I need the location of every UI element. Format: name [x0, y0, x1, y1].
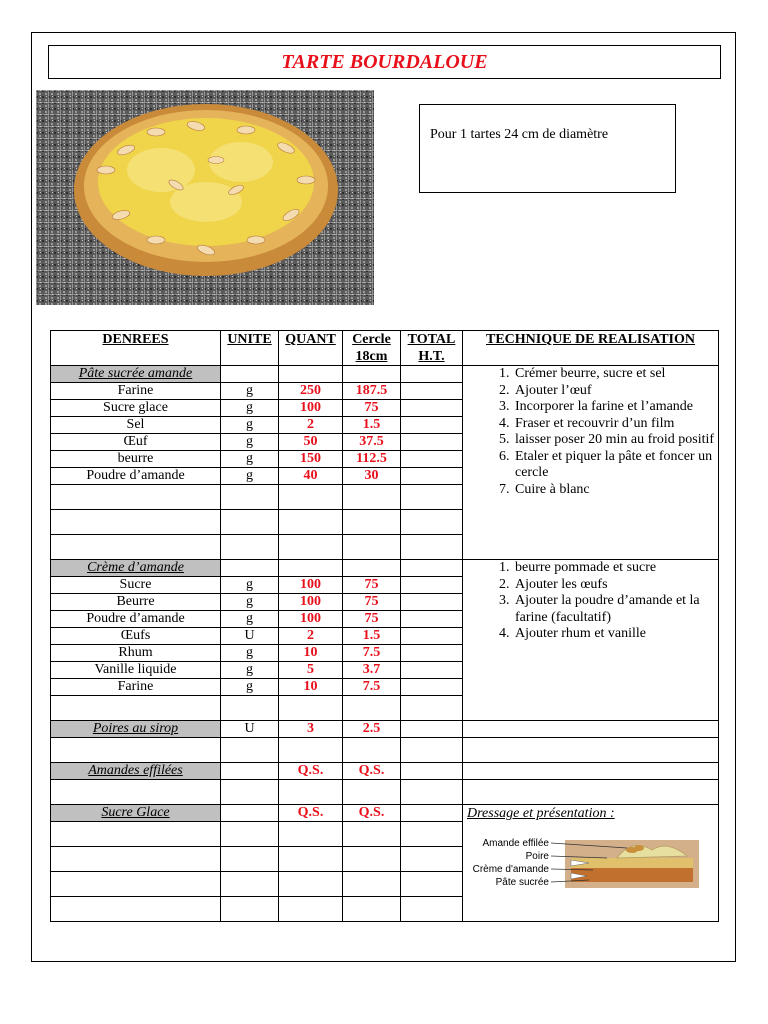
header-technique: TECHNIQUE DE REALISATION: [463, 331, 719, 366]
title-text: TARTE BOURDALOUE: [281, 51, 488, 73]
table-row: Poudre d’amande g 100 75: [51, 611, 719, 628]
pate-steps: [463, 366, 718, 498]
step: 5. laisser poser 20 min au froid positif: [513, 432, 718, 449]
section-row: Poires au sirop U 3 2.5: [51, 721, 719, 738]
section-pate-name: Pâte sucrée amande: [51, 366, 221, 383]
label-creme: Crème d'amande: [472, 864, 549, 875]
label-pate: Pâte sucrée: [495, 877, 549, 888]
header-cercle: Cercle 18cm: [343, 331, 401, 366]
table-row: Œufs U 2 1.5: [51, 628, 719, 645]
creme-steps: [463, 560, 718, 643]
table-row: Sel g 2 1.5: [51, 417, 719, 434]
dressage-title: Dressage et présentation :: [467, 806, 615, 821]
step: 3. Ajouter la poudre d’amande et la farine (facultatif): [513, 593, 718, 626]
section-creme-name: Crème d’amande: [51, 560, 221, 577]
empty-row: [51, 780, 719, 805]
layer-diagram: [467, 836, 707, 906]
section-row: Sucre Glace Q.S. Q.S. Dressage et présentation : Amande effilée Poire Crème d'amande Pâte sucrée: [51, 805, 719, 822]
step: 4. Ajouter rhum et vanille: [513, 626, 718, 643]
table-row: Farine g 10 7.5: [51, 679, 719, 696]
header-unite: UNITE: [221, 331, 279, 366]
table-row: Poudre d’amande g 40 30: [51, 468, 719, 485]
step: 2. Ajouter l’œuf: [513, 383, 718, 400]
label-poire: Poire: [525, 851, 549, 862]
tart-photo: [36, 90, 374, 305]
empty-row: [51, 738, 719, 763]
table-row: Œuf g 50 37.5: [51, 434, 719, 451]
header-denrees: DENREES: [51, 331, 221, 366]
section-sucre-glace-name: Sucre Glace: [51, 805, 221, 822]
table-row: Beurre g 100 75: [51, 594, 719, 611]
step: 7. Cuire à blanc: [513, 482, 718, 499]
yield-info: Pour 1 tartes 24 cm de diamètre: [430, 127, 609, 142]
table-row: Sucre g 100 75: [51, 577, 719, 594]
step: 2. Ajouter les œufs: [513, 577, 718, 594]
page-title: [48, 45, 721, 79]
table-row: Farine g 250 187.5: [51, 383, 719, 400]
table-row: Rhum g 10 7.5: [51, 645, 719, 662]
step: 6. Etaler et piquer la pâte et foncer un cercle: [513, 449, 718, 482]
yield-info-box: [419, 104, 676, 193]
section-poires-name: Poires au sirop: [51, 721, 221, 738]
header-quant: QUANT: [279, 331, 343, 366]
step: 3. Incorporer la farine et l’amande: [513, 399, 718, 416]
table-row: Sucre glace g 100 75: [51, 400, 719, 417]
step: 1. beurre pommade et sucre: [513, 560, 718, 577]
recipe-table: [50, 330, 719, 922]
section-row: [51, 366, 719, 383]
pate-technique: [463, 366, 719, 560]
section-row: [51, 560, 719, 577]
table-row: beurre g 150 112.5: [51, 451, 719, 468]
header-total: TOTAL H.T.: [401, 331, 463, 366]
label-amande: Amande effilée: [482, 838, 549, 849]
section-row: Amandes effilées Q.S. Q.S.: [51, 763, 719, 780]
dressage-cell: [463, 805, 719, 922]
section-amandes-name: Amandes effilées: [51, 763, 221, 780]
step: 1. Crémer beurre, sucre et sel: [513, 366, 718, 383]
header-row: [51, 331, 719, 366]
step: 4. Fraser et recouvrir d’un film: [513, 416, 718, 433]
table-row: Vanille liquide g 5 3.7: [51, 662, 719, 679]
creme-technique: [463, 560, 719, 721]
